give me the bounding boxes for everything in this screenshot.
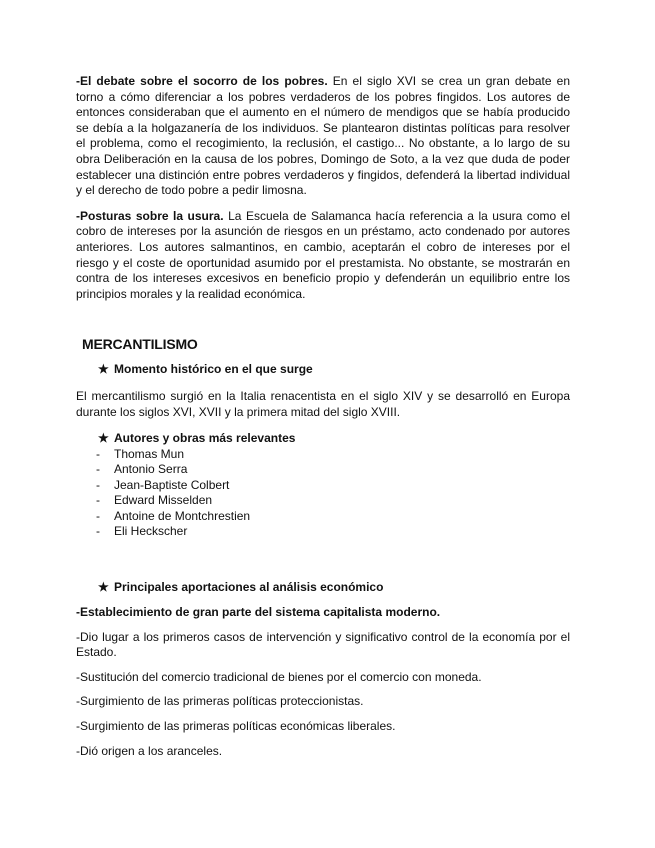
subheading-label: Autores y obras más relevantes <box>114 430 296 445</box>
dash-bullet: - <box>96 446 100 461</box>
author-name: Antoine de Montchrestien <box>114 508 251 523</box>
list-item <box>76 509 570 525</box>
paragraph-momento-historico: El mercantilismo surgió en la Italia renacentista en el siglo XIV y se desarrolló en Europa durante los siglos XVI, XVII y la primera mitad del siglo XVIII. <box>76 389 570 419</box>
list-item <box>76 462 570 478</box>
dash-bullet: - <box>96 477 100 492</box>
subheading-label: Principales aportaciones al análisis económico <box>114 580 384 595</box>
author-name: Antonio Serra <box>114 462 188 477</box>
dash-bullet: - <box>96 524 100 539</box>
list-item <box>76 493 570 509</box>
document-page <box>76 74 570 768</box>
dash-bullet: - <box>96 462 100 477</box>
section-title: MERCANTILISMO <box>82 336 198 353</box>
star-icon: ★ <box>98 580 109 595</box>
author-name: Jean-Baptiste Colbert <box>114 477 230 492</box>
contribution-item: -Surgimiento de las primeras políticas económicas liberales. <box>76 719 396 734</box>
star-icon: ★ <box>98 362 109 377</box>
contribution-item: -Dio lugar a los primeros casos de intervención y significativo control de la economía por el Estado. <box>76 629 570 660</box>
paragraph-lead: -Posturas sobre la usura. <box>76 208 224 223</box>
list-item <box>76 447 570 463</box>
paragraph-body: La Escuela de Salamanca hacía referencia a la usura como el cobro de intereses por la asunción de riesgos en un préstamo, acto condenado por autores anteriores. Los autores salmantinos, en cambio, aceptarán el cobro de intereses por el riesgo y el coste de oportunidad asumido por el prestamista. No obstante, se mostrarán en contra de los intereses excesivos en beneficio propio y defenderán un equilibrio entre los principios morales y la realidad económica. <box>76 208 571 301</box>
spacer <box>76 540 570 580</box>
subheading-aportaciones <box>98 580 570 595</box>
dash-bullet: - <box>96 508 100 523</box>
star-icon: ★ <box>98 430 109 445</box>
subheading-momento-historico <box>98 362 570 377</box>
contribution-item: -Dió origen a los aranceles. <box>76 743 223 758</box>
authors-list <box>76 447 570 541</box>
paragraph-body: En el siglo XVI se crea un gran debate en torno a cómo diferenciar a los pobres verdaderos de los pobres fingidos. Los autores de entonces consideraban que el aumento en el número de mendigos que se había producido se debía a la holgazanería de los individuos. Se plantearon distintas políticas para resolver el problema, como el recogimiento, la reclusión, el castigo... No obstante, a lo largo de su obra Deliberación en la causa de los pobres, Domingo de Soto, a la vez que duda de poder establecer una distinción entre pobres verdaderos y fingidos, defenderá la libertad individual y el derecho de todo pobre a pedir limosna. <box>76 74 571 198</box>
author-name: Eli Heckscher <box>114 524 188 539</box>
author-name: Edward Misselden <box>114 493 213 508</box>
author-name: Thomas Mun <box>114 446 185 461</box>
contribution-item: -Sustitución del comercio tradicional de bienes por el comercio con moneda. <box>76 669 482 684</box>
contribution-item: -Establecimiento de gran parte del sistema capitalista moderno. <box>76 605 441 620</box>
paragraph-usura <box>76 209 570 303</box>
subheading-label: Momento histórico en el que surge <box>114 362 313 377</box>
contribution-item: -Surgimiento de las primeras políticas proteccionistas. <box>76 694 364 709</box>
paragraph-lead: -El debate sobre el socorro de los pobres. <box>76 74 328 88</box>
dash-bullet: - <box>96 493 100 508</box>
subheading-autores <box>98 431 570 446</box>
paragraph-socorro-pobres <box>76 74 570 199</box>
list-item <box>76 478 570 494</box>
list-item <box>76 524 570 540</box>
